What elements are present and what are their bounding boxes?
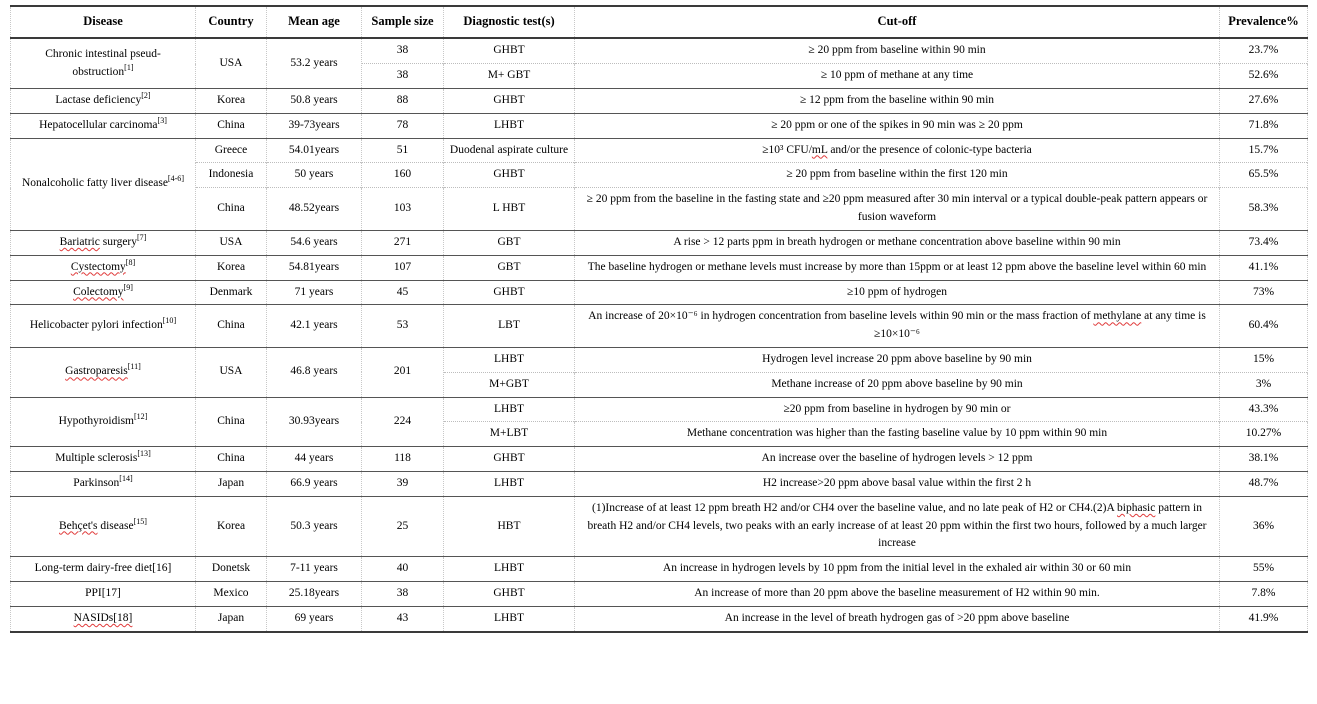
cell-disease: PPI[17] [11,582,196,607]
cell-mean-age: 44 years [267,447,362,472]
table-row [11,163,1308,188]
cell-prevalence: 7.8% [1220,582,1308,607]
cell-cutoff: ≥ 10 ppm of methane at any time [575,64,1220,89]
cell-disease: Nonalcoholic fatty liver disease[4-6] [11,138,196,230]
cell-disease: Cystectomy[8] [11,255,196,280]
cell-mean-age: 54.81years [267,255,362,280]
table-header [11,6,1308,38]
cell-cutoff: ≥ 20 ppm or one of the spikes in 90 min was ≥ 20 ppm [575,113,1220,138]
table-row [11,472,1308,497]
cell-diagnostic-test: M+LBT [444,422,575,447]
table-row [11,38,1308,63]
cell-diagnostic-test: M+ GBT [444,64,575,89]
cell-sample-size: 103 [362,188,444,231]
column-header-prevalence: Prevalence% [1220,6,1308,38]
cell-disease: Hepatocellular carcinoma[3] [11,113,196,138]
cell-prevalence: 60.4% [1220,305,1308,348]
cell-diagnostic-test: LHBT [444,472,575,497]
column-header-sample-size: Sample size [362,6,444,38]
sibo-prevalence-table [10,5,1308,633]
reference-superscript: [4-6] [167,174,185,184]
reference-superscript: [10] [162,316,177,326]
cell-sample-size: 38 [362,38,444,63]
cell-mean-age: 54.01years [267,138,362,163]
cell-mean-age: 46.8 years [267,347,362,397]
cell-country: Greece [196,138,267,163]
cell-cutoff: ≥ 20 ppm from baseline within the first 120 min [575,163,1220,188]
cell-sample-size: 38 [362,64,444,89]
reference-superscript: [3] [157,115,167,125]
cell-sample-size: 118 [362,447,444,472]
reference-superscript: [1] [124,62,134,72]
column-header-mean-age: Mean age [267,6,362,38]
cell-disease: Bariatric surgery[7] [11,230,196,255]
cell-prevalence: 15% [1220,347,1308,372]
cell-country: Korea [196,255,267,280]
cell-mean-age: 50 years [267,163,362,188]
cell-country: Indonesia [196,163,267,188]
cell-prevalence: 10.27% [1220,422,1308,447]
cell-country: China [196,113,267,138]
cell-mean-age: 53.2 years [267,38,362,88]
cell-disease: Parkinson[14] [11,472,196,497]
cell-country: USA [196,347,267,397]
cell-mean-age: 39-73years [267,113,362,138]
cell-country: Korea [196,496,267,556]
table-row [11,347,1308,372]
reference-superscript: [8] [125,257,136,267]
cell-prevalence: 52.6% [1220,64,1308,89]
cell-sample-size: 224 [362,397,444,447]
cell-prevalence: 43.3% [1220,397,1308,422]
cell-sample-size: 25 [362,496,444,556]
cell-country: China [196,397,267,447]
cell-country: Japan [196,472,267,497]
cell-sample-size: 160 [362,163,444,188]
column-header-cutoff: Cut-off [575,6,1220,38]
cell-sample-size: 45 [362,280,444,305]
reference-superscript: [9] [123,282,133,292]
cell-mean-age: 50.3 years [267,496,362,556]
cell-sample-size: 43 [362,606,444,631]
cell-diagnostic-test: Duodenal aspirate culture [444,138,575,163]
cell-mean-age: 50.8 years [267,89,362,114]
cell-diagnostic-test: HBT [444,496,575,556]
cell-cutoff: An increase over the baseline of hydrogen levels > 12 ppm [575,447,1220,472]
cell-sample-size: 88 [362,89,444,114]
table-row [11,397,1308,422]
cell-country: Japan [196,606,267,631]
cell-country: Denmark [196,280,267,305]
cell-cutoff: ≥ 20 ppm from baseline within 90 min [575,38,1220,63]
cell-disease: Gastroparesis[11] [11,347,196,397]
cell-diagnostic-test: GHBT [444,163,575,188]
cell-prevalence: 36% [1220,496,1308,556]
cell-cutoff: ≥10 ppm of hydrogen [575,280,1220,305]
cell-disease: Multiple sclerosis[13] [11,447,196,472]
cell-mean-age: 25.18years [267,582,362,607]
cell-sample-size: 78 [362,113,444,138]
cell-mean-age: 54.6 years [267,230,362,255]
cell-sample-size: 201 [362,347,444,397]
cell-cutoff: (1)Increase of at least 12 ppm breath H2 and/or CH4 over the baseline value, and no late peak of H2 or CH4.(2)A biphasic pattern in breath H2 and/or CH4 levels, two peaks with an early increase of at least 20 ppm within the first two hours, followed by a much larger increase [575,496,1220,556]
cell-sample-size: 38 [362,582,444,607]
table-row [11,280,1308,305]
cell-cutoff: Methane increase of 20 ppm above baseline by 90 min [575,372,1220,397]
cell-cutoff: H2 increase>20 ppm above basal value within the first 2 h [575,472,1220,497]
cell-diagnostic-test: LHBT [444,113,575,138]
table-row [11,606,1308,631]
cell-prevalence: 73.4% [1220,230,1308,255]
cell-cutoff: ≥ 20 ppm from the baseline in the fasting state and ≥20 ppm measured after 30 min interval or a typical double-peak pattern appears or fusion waveform [575,188,1220,231]
cell-diagnostic-test: M+GBT [444,372,575,397]
cell-diagnostic-test: GHBT [444,447,575,472]
cell-diagnostic-test: GBT [444,255,575,280]
cell-mean-age: 7-11 years [267,557,362,582]
cell-prevalence: 23.7% [1220,38,1308,63]
cell-sample-size: 51 [362,138,444,163]
cell-diagnostic-test: LBT [444,305,575,348]
column-header-diagnostic-test: Diagnostic test(s) [444,6,575,38]
cell-mean-age: 42.1 years [267,305,362,348]
cell-mean-age: 30.93years [267,397,362,447]
reference-superscript: [12] [133,412,148,422]
cell-cutoff: A rise > 12 parts ppm in breath hydrogen or methane concentration above baseline within 90 min [575,230,1220,255]
cell-cutoff: ≥20 ppm from baseline in hydrogen by 90 min or [575,397,1220,422]
cell-country: USA [196,38,267,88]
cell-prevalence: 73% [1220,280,1308,305]
table-row [11,138,1308,163]
cell-sample-size: 107 [362,255,444,280]
table-row [11,255,1308,280]
cell-disease: Hypothyroidism[12] [11,397,196,447]
table-row [11,447,1308,472]
reference-superscript: [7] [137,233,147,243]
reference-superscript: [13] [137,449,151,459]
cell-cutoff: The baseline hydrogen or methane levels must increase by more than 15ppm or at least 12 ppm above the baseline level within 60 min [575,255,1220,280]
cell-prevalence: 41.1% [1220,255,1308,280]
cell-cutoff: Methane concentration was higher than the fasting baseline value by 10 ppm within 90 min [575,422,1220,447]
cell-diagnostic-test: LHBT [444,606,575,631]
column-header-disease: Disease [11,6,196,38]
table-row [11,582,1308,607]
cell-mean-age: 69 years [267,606,362,631]
table-body [11,38,1308,631]
cell-sample-size: 53 [362,305,444,348]
cell-cutoff: An increase in hydrogen levels by 10 ppm from the initial level in the exhaled air within 30 or 60 min [575,557,1220,582]
cell-diagnostic-test: LHBT [444,347,575,372]
reference-superscript: [15] [133,516,147,526]
cell-diagnostic-test: GHBT [444,280,575,305]
reference-superscript: [11] [127,362,141,372]
cell-cutoff: An increase of more than 20 ppm above the baseline measurement of H2 within 90 min. [575,582,1220,607]
cell-sample-size: 271 [362,230,444,255]
cell-diagnostic-test: L HBT [444,188,575,231]
cell-disease: Behçet's disease[15] [11,496,196,556]
cell-country: Donetsk [196,557,267,582]
table-row [11,496,1308,556]
cell-country: USA [196,230,267,255]
cell-prevalence: 27.6% [1220,89,1308,114]
cell-prevalence: 65.5% [1220,163,1308,188]
cell-diagnostic-test: GHBT [444,89,575,114]
cell-diagnostic-test: GHBT [444,38,575,63]
reference-superscript: [14] [119,474,133,484]
table-row [11,188,1308,231]
cell-prevalence: 55% [1220,557,1308,582]
cell-disease: NASIDs[18] [11,606,196,631]
cell-country: Korea [196,89,267,114]
cell-disease: Lactase deficiency[2] [11,89,196,114]
cell-country: China [196,305,267,348]
cell-diagnostic-test: GBT [444,230,575,255]
cell-country: Mexico [196,582,267,607]
cell-mean-age: 66.9 years [267,472,362,497]
cell-disease: Helicobacter pylori infection[10] [11,305,196,348]
cell-cutoff: ≥10³ CFU/mL and/or the presence of colonic-type bacteria [575,138,1220,163]
table-row [11,230,1308,255]
cell-cutoff: Hydrogen level increase 20 ppm above baseline by 90 min [575,347,1220,372]
cell-prevalence: 41.9% [1220,606,1308,631]
cell-prevalence: 38.1% [1220,447,1308,472]
table-row [11,89,1308,114]
table-row [11,557,1308,582]
cell-disease: Long-term dairy-free diet[16] [11,557,196,582]
cell-cutoff: An increase of 20×10⁻⁶ in hydrogen concentration from baseline levels within 90 min or the mass fraction of methylane at any time is ≥10×10⁻⁶ [575,305,1220,348]
cell-diagnostic-test: LHBT [444,557,575,582]
table-row [11,305,1308,348]
cell-disease: Chronic intestinal pseud-obstruction[1] [11,38,196,88]
cell-diagnostic-test: GHBT [444,582,575,607]
cell-mean-age: 48.52years [267,188,362,231]
cell-diagnostic-test: LHBT [444,397,575,422]
cell-cutoff: An increase in the level of breath hydrogen gas of >20 ppm above baseline [575,606,1220,631]
cell-disease: Colectomy[9] [11,280,196,305]
table-row [11,113,1308,138]
reference-superscript: [2] [141,91,151,101]
cell-sample-size: 39 [362,472,444,497]
cell-prevalence: 3% [1220,372,1308,397]
cell-mean-age: 71 years [267,280,362,305]
header-row [11,6,1308,38]
cell-country: China [196,447,267,472]
cell-prevalence: 58.3% [1220,188,1308,231]
cell-country: China [196,188,267,231]
cell-prevalence: 71.8% [1220,113,1308,138]
column-header-country: Country [196,6,267,38]
cell-prevalence: 48.7% [1220,472,1308,497]
cell-sample-size: 40 [362,557,444,582]
cell-prevalence: 15.7% [1220,138,1308,163]
cell-cutoff: ≥ 12 ppm from the baseline within 90 min [575,89,1220,114]
